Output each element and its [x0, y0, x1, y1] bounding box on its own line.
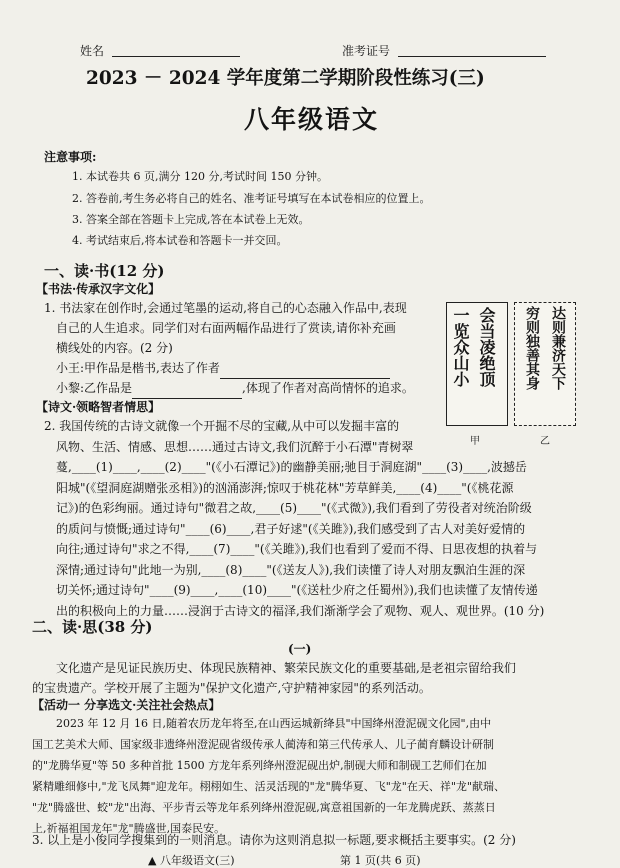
notice-item: 4. 考试结束后,将本试卷和答题卡一并交回。: [72, 234, 288, 247]
notice-heading: 注意事项:: [44, 150, 97, 164]
section-1-tag-poetry: 【诗文·领略智者情思】: [36, 400, 161, 414]
calligraphy-b-label: 乙: [540, 436, 550, 447]
footer-left: ▲ 八年级语文(三): [148, 854, 235, 867]
news-line: 2023 年 12 月 16 日,随着农历龙年将至,在山西运城新绛县"中国绛州澄泥砚文化园",由中: [56, 717, 492, 730]
q1-line: 横线处的内容。(2 分): [56, 341, 173, 355]
q2-line: 记》)的色彩绚丽。通过诗句"微君之故,____(5)____"(《式微》),我们看到了劳役者对统治阶级: [56, 501, 532, 515]
notice-item: 2. 答卷前,考生务必将自己的姓名、准考证号填写在本试卷相应的位置上。: [72, 192, 431, 205]
calligraphy-a: [446, 302, 508, 426]
q2-line: 切关怀;通过诗句"____(9)____,____(10)____"(《送杜少府之任蜀州》),我们也读懂了友情传递: [56, 583, 538, 597]
news-line: 上,祈福祖国龙年"龙"腾盛世,国泰民安。: [32, 822, 226, 835]
notice-item: 3. 答案全部在答题卡上完成,答在本试卷上无效。: [72, 213, 310, 226]
q1-xiaowang: [56, 358, 390, 379]
notice-item: 1. 本试卷共 6 页,满分 120 分,考试时间 150 分钟。: [72, 170, 328, 183]
q2-line: 的质问与愤慨;通过诗句"____(6)____,君子好逑"(《关雎》),我们感受到了古人对美好爱情的: [56, 522, 526, 536]
section-2-title: 二、读·思(38 分): [32, 618, 153, 636]
section-2-intro: 文化遗产是见证民族历史、体现民族精神、繁荣民族文化的重要基础,是老祖宗留给我们: [56, 661, 516, 675]
q1-xiaowang-label: 小王:甲作品是楷书,表达了作者: [56, 361, 220, 375]
news-line: "龙"腾盛世、蛟"龙"出海、平步青云等龙年系列绛州澄泥砚,寓意祖国新的一年龙腾虎跃、蒸蒸日: [32, 801, 496, 814]
calligraphy-b-col-1: 达则兼济天下: [550, 306, 566, 390]
q2-line: 阳城"(《望洞庭湖赠张丞相》)的汹涌澎湃;惊叹于桃花林"芳草鲜美,____(4)____"(《桃花源: [56, 481, 514, 495]
q1-xiaoli-label-b: ,体现了作者对高尚情怀的追求。: [242, 381, 414, 395]
ticket-field[interactable]: [398, 44, 546, 57]
q2-line: 出的积极向上的力量……浸润于古诗文的福泽,我们渐渐学会了观物、观人、观世界。(10 分): [56, 604, 545, 618]
calligraphy-a-col-2: 一览众山小: [451, 307, 470, 387]
news-line: 国工艺美术大师、国家级非遗绛州澄泥砚省级传承人蔺涛和第三代传承人、儿子蔺育麟设计研制: [32, 738, 494, 751]
calligraphy-a-col-1: 会当凌绝顶: [477, 307, 496, 387]
calligraphy-b: [514, 302, 576, 426]
calligraphy-b-col-2: 穷则独善其身: [524, 306, 540, 390]
ticket-label: 准考证号: [342, 44, 391, 58]
calligraphy-a-label: 甲: [470, 436, 480, 447]
q2-line: 2. 我国传统的古诗文就像一个开掘不尽的宝藏,从中可以发掘丰富的: [44, 419, 400, 433]
name-label: 姓名: [80, 44, 105, 58]
q2-line: 蔓,____(1)____,____(2)____"(《小石潭记》)的幽静美丽;驰目于洞庭湖"____(3)____,波撼岳: [56, 460, 527, 474]
section-2-intro: 的宝贵遗产。学校开展了主题为"保护文化遗产,守护精神家园"的系列活动。: [32, 681, 431, 695]
section-1-tag-calligraphy: 【书法·传承汉字文化】: [36, 282, 161, 296]
news-line: 的"龙腾华夏"等 50 多种首批 1500 方龙年系列绛州澄泥砚出炉,制砚大师和制砚工艺师们在加: [32, 759, 487, 772]
activity-1-tag: 【活动一 分享选文·关注社会热点】: [32, 698, 221, 712]
q2-line: 风物、生活、情感、思想……通过古诗文,我们沉醉于小石潭"青树翠: [56, 440, 414, 454]
name-field[interactable]: [112, 44, 240, 57]
q1-line: 自己的人生追求。同学们对右面两幅作品进行了赏读,请你补充画: [56, 321, 396, 335]
q1-xiaoli-label-a: 小黎:乙作品是: [56, 381, 133, 395]
news-line: 紧精雕细修中,"龙飞凤舞"迎龙年。栩栩如生、活灵活现的"龙"腾华夏、飞"龙"在天、祥"龙"献瑞、: [32, 780, 505, 793]
exam-title: 2023 － 2024 学年度第二学期阶段性练习(三): [86, 68, 485, 89]
footer-page-number: 第 1 页(共 6 页): [340, 854, 421, 867]
q3-prompt: 3. 以上是小俊同学搜集到的一则消息。请你为这则消息拟一标题,要求概括主要事实。(2 分): [32, 833, 516, 847]
q1-line: 1. 书法家在创作时,会通过笔墨的运动,将自己的心态融入作品中,表现: [44, 301, 407, 315]
exam-subtitle: 八年级语文: [244, 105, 380, 134]
section-1-title: 一、读·书(12 分): [44, 262, 165, 280]
section-2-part: (一): [288, 642, 312, 656]
q2-line: 深情;通过诗句"此地一为别,____(8)____"(《送友人》),我们读懂了诗人对朋友飘泊生涯的深: [56, 563, 526, 577]
q1-xiaoli: [56, 378, 414, 399]
q2-line: 向往;通过诗句"求之不得,____(7)____"(《关雎》),我们也看到了爱而不得、日思夜想的执着与: [56, 542, 538, 556]
